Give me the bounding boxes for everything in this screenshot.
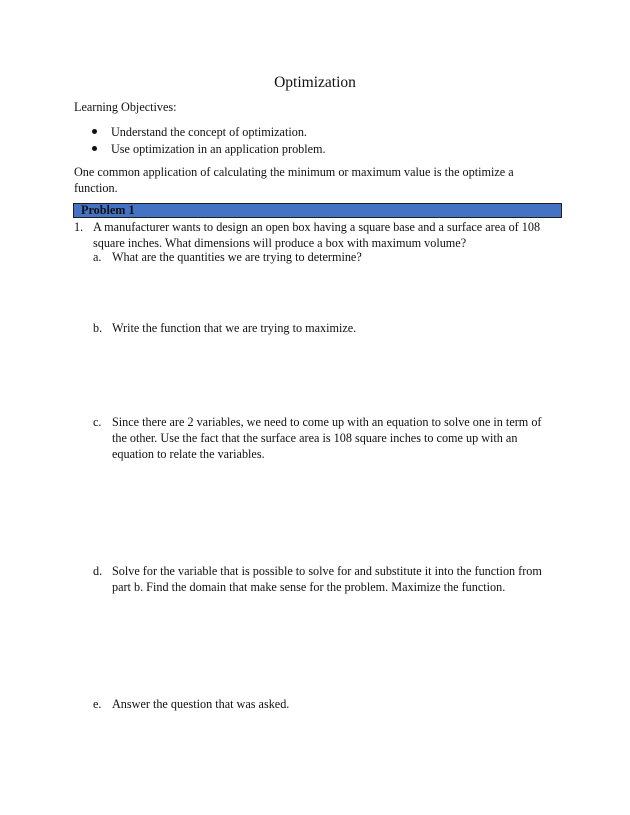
part-e-label: e.: [93, 697, 102, 711]
question-text: A manufacturer wants to design an open box having a square base and a surface area of 108 square inches. What dimensions will produce a box with maximum volume?: [93, 220, 541, 250]
part-c-text: Since there are 2 variables, we need to come up with an equation to solve one in term of the other. Use the fact that the surface area is 108 square inches to come up with an equation to relate the variables.: [112, 415, 542, 461]
objective-text: Understand the concept of optimization.: [111, 125, 307, 139]
part-e-text: Answer the question that was asked.: [112, 697, 290, 711]
objective-item: [91, 141, 326, 158]
page-title: Optimization: [274, 74, 356, 91]
part-a-text: What are the quantities we are trying to determine?: [112, 250, 362, 264]
question-number: 1.: [74, 220, 84, 234]
objectives-list: [91, 124, 326, 158]
part-d-text: Solve for the variable that is possible to solve for and substitute it into the function from part b. Find the domain that make sense for the problem. Maximize the function.: [112, 564, 542, 594]
objective-text: Use optimization in an application problem.: [111, 142, 326, 156]
part-d-label: d.: [93, 564, 103, 578]
intro-paragraph: One common application of calculating the minimum or maximum value is the optimize a function.: [74, 165, 514, 195]
part-c-label: c.: [93, 415, 102, 429]
part-b-text: Write the function that we are trying to maximize.: [112, 321, 357, 335]
problem-header: Problem 1: [73, 203, 562, 218]
part-b-label: b.: [93, 321, 103, 335]
bullet-icon: [92, 146, 97, 151]
learning-objectives-label: Learning Objectives:: [74, 100, 177, 114]
bullet-icon: [92, 129, 97, 134]
part-a-label: a.: [93, 250, 102, 264]
objective-item: [91, 124, 326, 141]
